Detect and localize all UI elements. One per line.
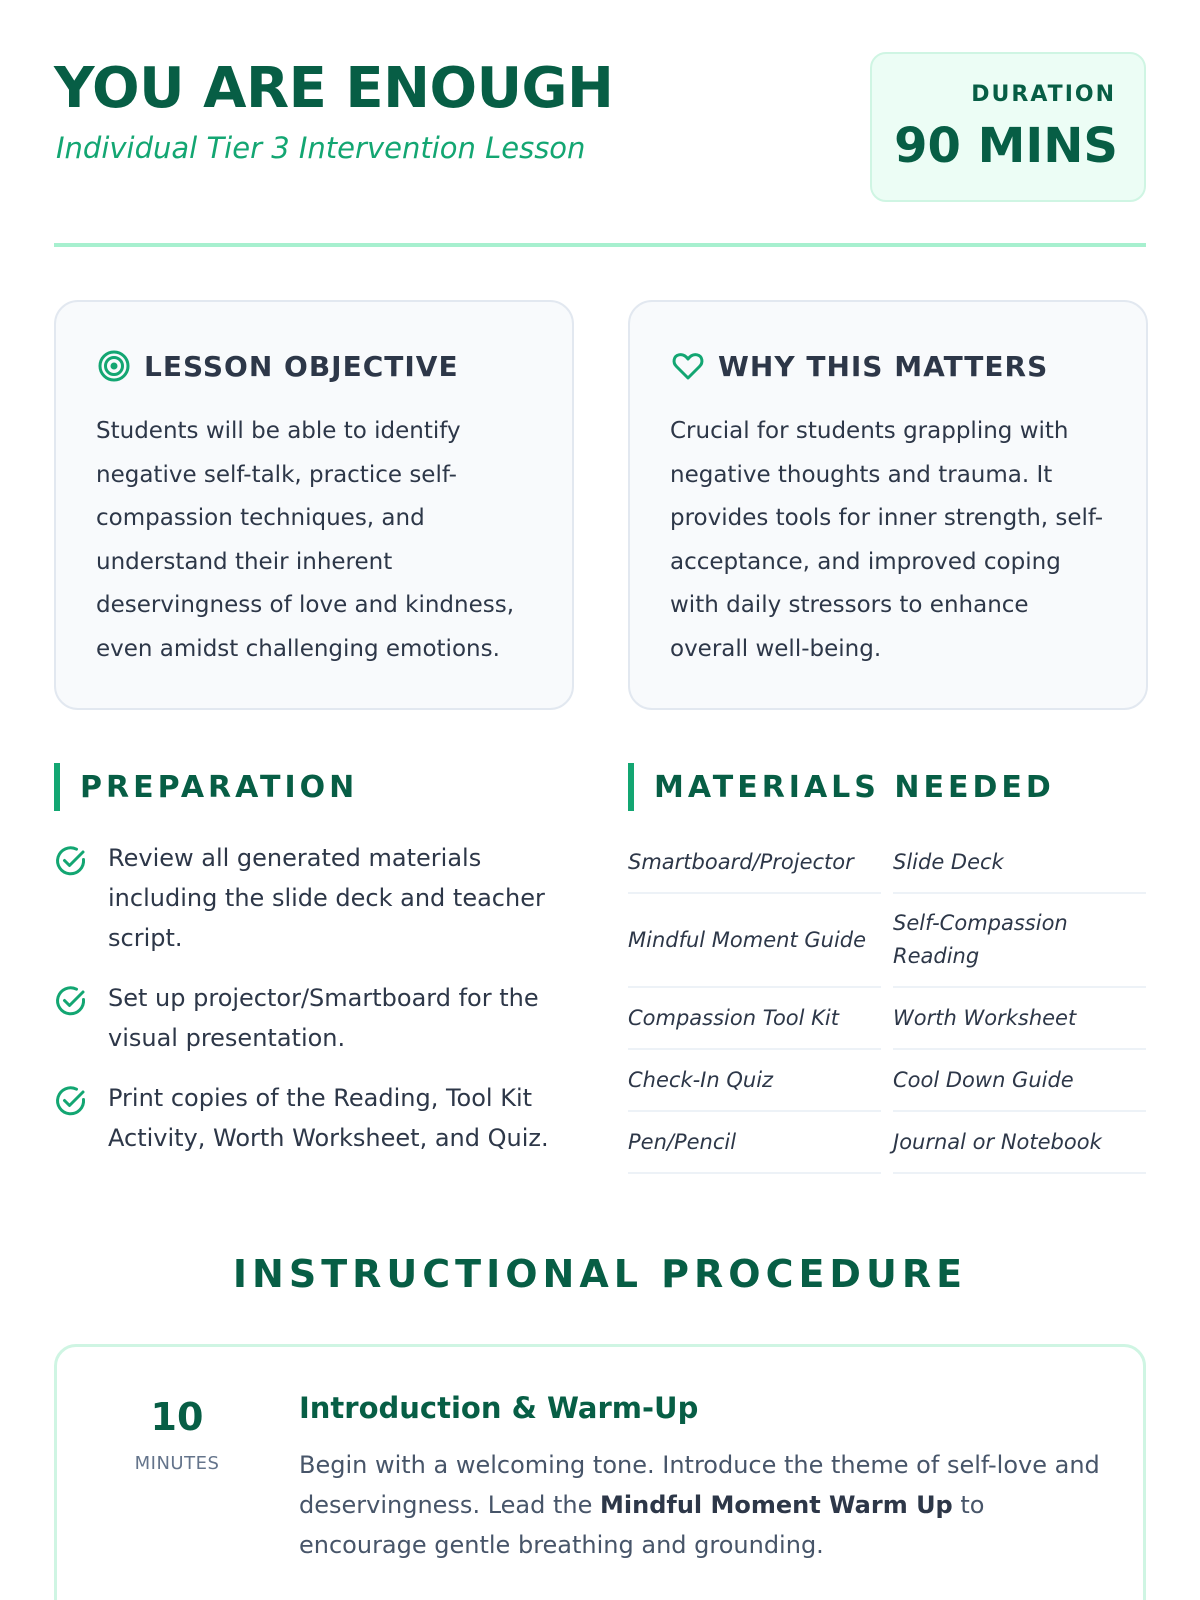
section-accent-bar — [54, 763, 60, 811]
why-text: Crucial for students grappling with negative thoughts and trauma. It provides tools for inner strength, self-acceptance, and improved coping with daily stressors to enhance overall well-being. — [670, 418, 1104, 662]
preparation-item-text: Review all generated materials including the slide deck and teacher script. — [108, 844, 545, 952]
header-divider — [54, 243, 1146, 247]
list-item — [54, 1078, 574, 1158]
material-item: Compassion Tool Kit — [628, 988, 881, 1050]
objective-text: Students will be able to identify negative self-talk, practice self-compassion techniques, and understand their inherent deservingness of love and kindness, even amidst challenging emotions. — [96, 418, 515, 662]
duration-value: 90 MINS — [894, 118, 1118, 174]
material-item: Pen/Pencil — [628, 1112, 881, 1174]
duration-badge — [870, 52, 1146, 202]
materials-grid — [628, 832, 1146, 1174]
objective-card-header — [96, 346, 459, 386]
objective-card — [54, 300, 574, 710]
preparation-item-text: Print copies of the Reading, Tool Kit Activity, Worth Worksheet, and Quiz. — [108, 1084, 549, 1152]
preparation-list — [54, 838, 574, 1178]
material-item: Journal or Notebook — [893, 1112, 1146, 1174]
material-item: Mindful Moment Guide — [628, 894, 881, 988]
preparation-header — [54, 763, 358, 811]
material-item: Self-Compassion Reading — [893, 894, 1146, 988]
lesson-subtitle: Individual Tier 3 Intervention Lesson — [56, 131, 586, 165]
material-item: Smartboard/Projector — [628, 832, 881, 894]
materials-title: MATERIALS NEEDED — [654, 769, 1055, 805]
material-item: Check-In Quiz — [628, 1050, 881, 1112]
objective-title: LESSON OBJECTIVE — [144, 349, 459, 383]
check-circle-icon — [54, 984, 90, 1020]
step-description — [299, 1445, 1109, 1565]
check-circle-icon — [54, 1084, 90, 1120]
step-minutes: 10 — [150, 1395, 204, 1439]
list-item — [54, 838, 574, 958]
step-text-start: Begin with a welcoming tone. Introduce the theme of self-love and deservingness. Lead the — [299, 1451, 1100, 1519]
preparation-title: PREPARATION — [80, 769, 359, 805]
preparation-item-text: Set up projector/Smartboard for the visual presentation. — [108, 984, 539, 1052]
procedure-title: INSTRUCTIONAL PROCEDURE — [232, 1252, 968, 1296]
heart-icon — [670, 348, 706, 384]
duration-label: DURATION — [971, 82, 1116, 107]
check-circle-icon — [54, 844, 90, 880]
step-minutes-unit: MINUTES — [134, 1453, 220, 1474]
target-icon — [96, 348, 132, 384]
lesson-title: YOU ARE ENOUGH — [54, 56, 614, 121]
list-item — [54, 978, 574, 1058]
why-card-header — [670, 346, 1048, 386]
procedure-step-card — [54, 1344, 1146, 1600]
lesson-header — [54, 52, 1146, 212]
material-item: Cool Down Guide — [893, 1050, 1146, 1112]
step-text-bold: Mindful Moment Warm Up — [600, 1491, 953, 1519]
step-title: Introduction & Warm-Up — [299, 1391, 699, 1425]
material-item: Worth Worksheet — [893, 988, 1146, 1050]
material-item: Slide Deck — [893, 832, 1146, 894]
materials-header — [628, 763, 1055, 811]
section-accent-bar — [628, 763, 634, 811]
why-title: WHY THIS MATTERS — [718, 349, 1049, 383]
step-text-end: to encourage gentle breathing and grounding. — [299, 1491, 985, 1559]
why-card — [628, 300, 1148, 710]
